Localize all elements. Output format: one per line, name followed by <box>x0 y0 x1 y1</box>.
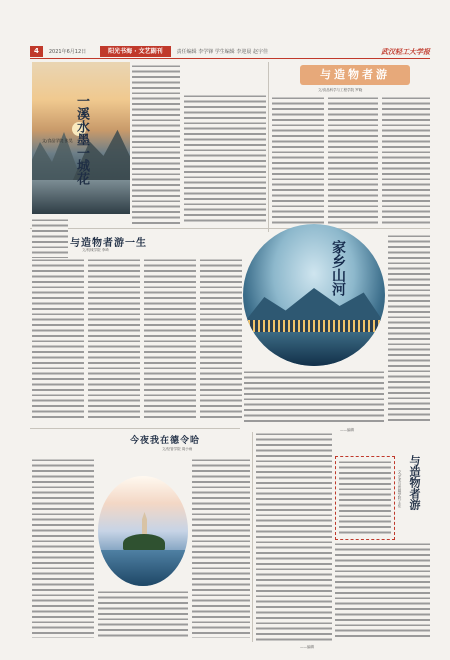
article-byline: 文/机械学院 李琦 <box>82 248 109 252</box>
article-column <box>32 458 94 638</box>
vertical-article-title: 与造物者游 <box>408 455 421 510</box>
article-byline: 文/经管学院 周小雨 <box>162 447 193 451</box>
article-column <box>98 590 188 638</box>
article-column <box>144 258 196 418</box>
signature: ——编辑 <box>340 428 354 432</box>
section-divider <box>30 428 240 429</box>
article-column <box>382 96 430 226</box>
boxed-note <box>335 456 395 540</box>
signature: ——编辑 <box>300 645 314 649</box>
article-title: 今夜我在德令哈 <box>130 436 201 446</box>
article-byline: 文/食品科学与工程学院 罗晓 <box>318 88 363 92</box>
article-column <box>256 432 332 642</box>
article-column <box>335 542 430 638</box>
paper-name: 武汉轻工大学报 <box>381 47 430 56</box>
page-header <box>30 46 430 57</box>
article-column <box>200 258 242 418</box>
article-column <box>184 94 266 224</box>
editors-line: 责任编辑 李学锋 学生编辑 李迎晨 赵宇佳 <box>176 49 268 55</box>
circle-image-caption: 家乡山河 <box>330 240 346 296</box>
article-title-tag: 与造物者游 <box>300 65 410 85</box>
article-column <box>328 96 378 226</box>
section-divider <box>30 228 430 229</box>
article-column <box>244 370 384 425</box>
lake-church-image <box>98 476 188 586</box>
issue-date: 2021年6月12日 <box>48 49 87 55</box>
landscape-circle-image <box>243 224 385 366</box>
article-column <box>388 234 430 424</box>
section-banner: 阳光书海 · 文艺副刊 <box>100 46 170 57</box>
page-number: 4 <box>30 46 43 57</box>
article-column <box>272 96 324 226</box>
hero-author: 文/食品学院 张昊 <box>42 138 73 143</box>
column-divider <box>268 62 269 232</box>
hero-title: 一溪水墨一城花 <box>74 94 89 185</box>
article-column <box>192 458 250 638</box>
article-column <box>132 64 180 224</box>
vertical-article-byline: 文/艺术与传媒学院 王佳 <box>398 470 402 508</box>
article-column <box>32 258 84 418</box>
article-column <box>88 258 140 418</box>
column-divider <box>252 432 253 642</box>
article-title: 与造物者游一生 <box>70 238 147 249</box>
header-rule <box>30 58 430 59</box>
